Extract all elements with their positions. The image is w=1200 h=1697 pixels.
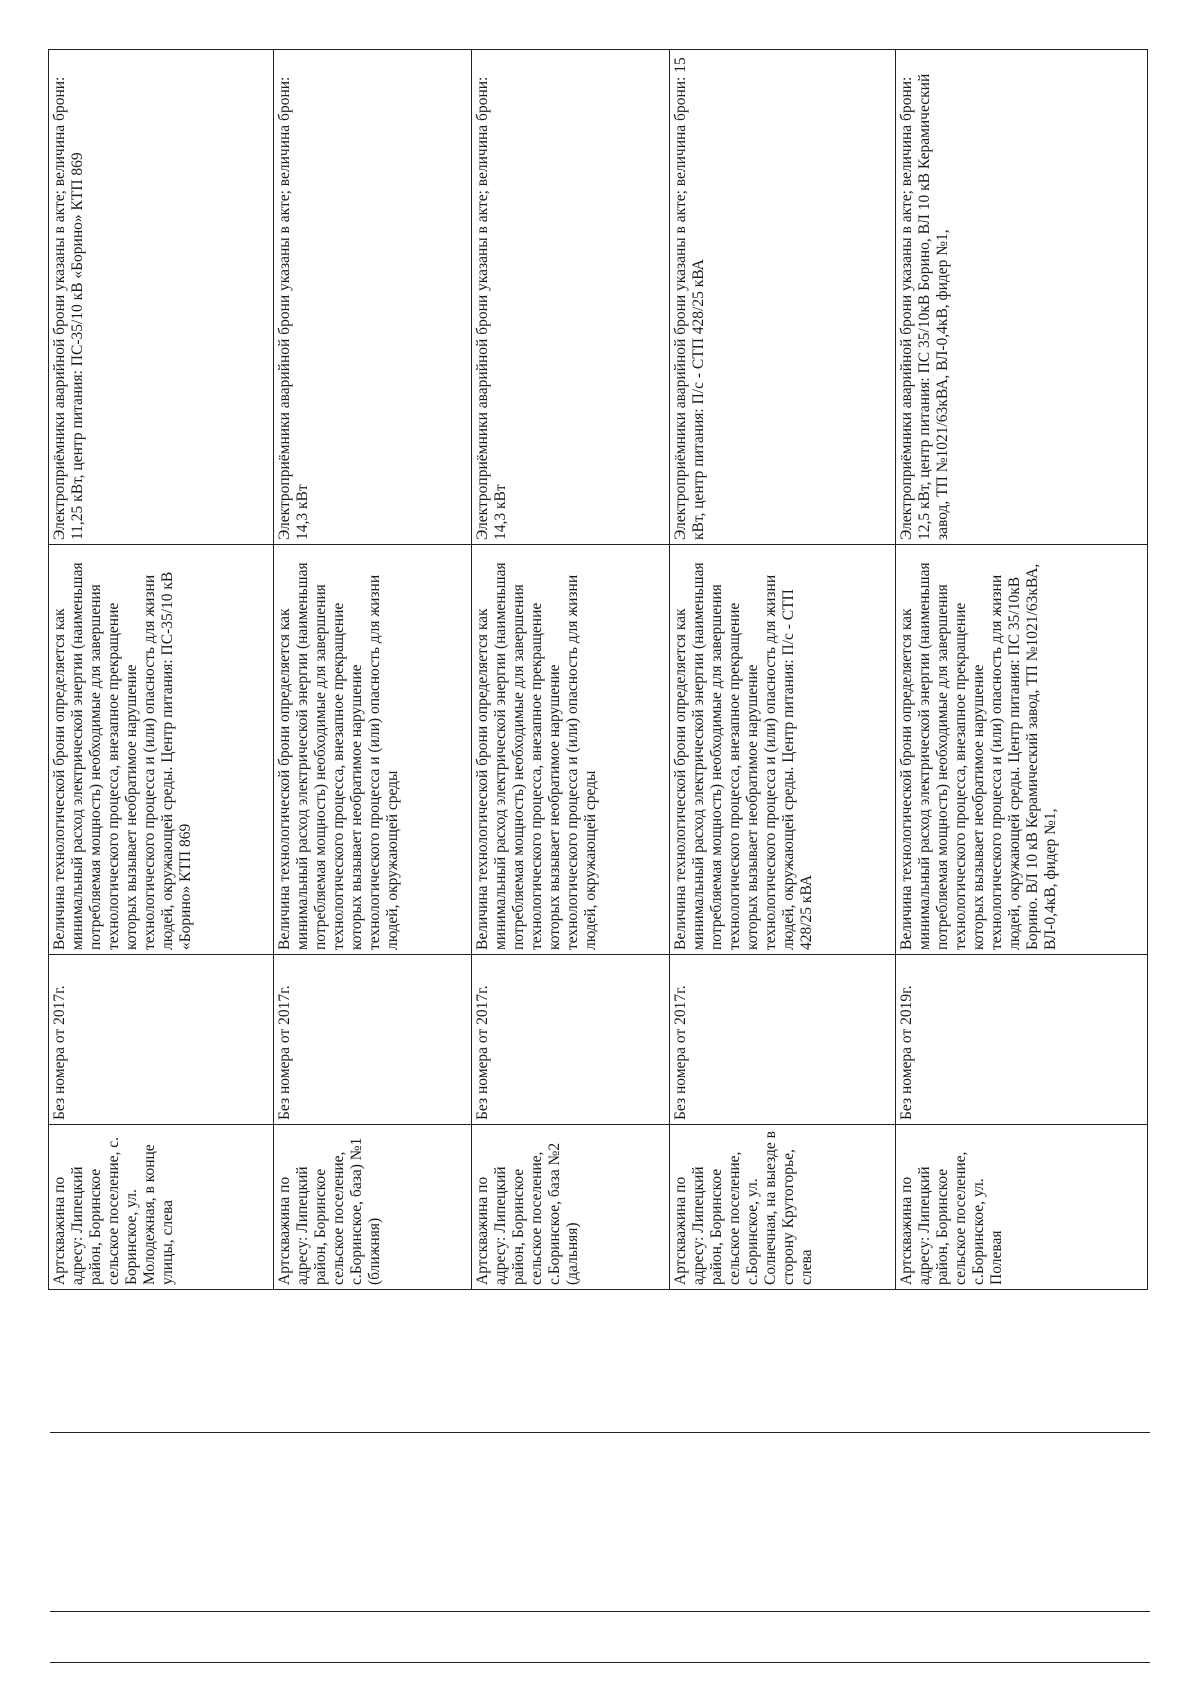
table-row: [472, 50, 670, 1290]
emergency-reserve-cell: Электроприёмники аварийной брони указаны в акте; величина брони: 14,3 кВт: [274, 50, 472, 545]
horizontal-rule: [50, 1432, 1150, 1433]
emergency-reserve-cell: Электроприёмники аварийной брони указаны в акте; величина брони: 11,25 кВт, центр питания: ПС-35/10 кВ «Борино» КТП 869: [49, 50, 274, 545]
tech-reserve-cell: Величина технологической брони определяется как минимальный расход электрической энергии (наименьшая потребляемая мощность) необходимые для завершения технологического процесса, внезапное прекращение которых вызывает необратимое нарушение технологического процесса и (или) опасность для жизни людей, окружающей среды. Центр питания: ПС-35/10 кВ «Борино» КТП 869: [49, 545, 274, 955]
tech-reserve-cell: Величина технологической брони определяется как минимальный расход электрической энергии (наименьшая потребляемая мощность) необходимые для завершения технологического процесса, внезапное прекращение которых вызывает необратимое нарушение технологического процесса и (или) опасность для жизни людей, окружающей среды. Центр питания: П/с - СТП 428/25 кВА: [670, 545, 895, 955]
object-cell: Артскважина по адресу: Липецкий район, Боринское сельское поселение, с.Боринское, база) №1 (ближняя): [274, 1125, 472, 1290]
horizontal-rule: [50, 1611, 1150, 1612]
object-cell: Артскважина по адресу: Липецкий район, Боринское сельское поселение, с.Боринское, ул. Солнечная, на выезде в сторону Крутогорье, слева: [670, 1125, 895, 1290]
object-cell: Артскважина по адресу: Липецкий район, Боринское сельское поселение, с.Боринское, ул. Полевая: [895, 1125, 1147, 1290]
table-row: [670, 50, 895, 1290]
rotated-table-wrapper: [48, 50, 1148, 1290]
act-cell: Без номера от 2017г.: [670, 955, 895, 1125]
table-row: [895, 50, 1147, 1290]
act-cell: Без номера от 2017г.: [472, 955, 670, 1125]
table-row: [274, 50, 472, 1290]
act-cell: Без номера от 2017г.: [274, 955, 472, 1125]
object-cell: Артскважина по адресу: Липецкий район, Боринское сельское поселение, с.Боринское, база №2 (дальняя): [472, 1125, 670, 1290]
tech-reserve-cell: Величина технологической брони определяется как минимальный расход электрической энергии (наименьшая потребляемая мощность) необходимые для завершения технологического процесса, внезапное прекращение которых вызывает необратимое нарушение технологического процесса и (или) опасность для жизни людей, окружающей среды: [472, 545, 670, 955]
reserve-table: [48, 49, 1148, 1290]
tech-reserve-cell: Величина технологической брони определяется как минимальный расход электрической энергии (наименьшая потребляемая мощность) необходимые для завершения технологического процесса, внезапное прекращение которых вызывает необратимое нарушение технологического процесса и (или) опасность для жизни людей, окружающей среды: [274, 545, 472, 955]
object-cell: Артскважина по адресу: Липецкий район, Боринское сельское поселение, с. Боринское, ул. Молодежная, в конце улицы, слева: [49, 1125, 274, 1290]
table-row: [49, 50, 274, 1290]
tech-reserve-cell: Величина технологической брони определяется как минимальный расход электрической энергии (наименьшая потребляемая мощность) необходимые для завершения технологического процесса, внезапное прекращение которых вызывает необратимое нарушение технологического процесса и (или) опасность для жизни людей, окружающей среды. Центр питания: ПС 35/10кВ Борино. ВЛ 10 кВ Керамический завод, ТП №1021/63кВА, ВЛ-0,4кВ, фидер №1,: [895, 545, 1147, 955]
act-cell: Без номера от 2017г.: [49, 955, 274, 1125]
horizontal-rule: [50, 1662, 1150, 1663]
emergency-reserve-cell: Электроприёмники аварийной брони указаны в акте; величина брони: 12,5 кВт, центр питания: ПС 35/10кВ Борино, ВЛ 10 кВ Керамический завод, ТП №1021/63кВА, ВЛ-0,4кВ, фидер №1,: [895, 50, 1147, 545]
emergency-reserve-cell: Электроприёмники аварийной брони указаны в акте; величина брони: 14,3 кВт: [472, 50, 670, 545]
act-cell: Без номера от 2019г.: [895, 955, 1147, 1125]
emergency-reserve-cell: Электроприёмники аварийной брони указаны в акте; величина брони: 15 кВт, центр питания: П/с - СТП 428/25 кВА: [670, 50, 895, 545]
